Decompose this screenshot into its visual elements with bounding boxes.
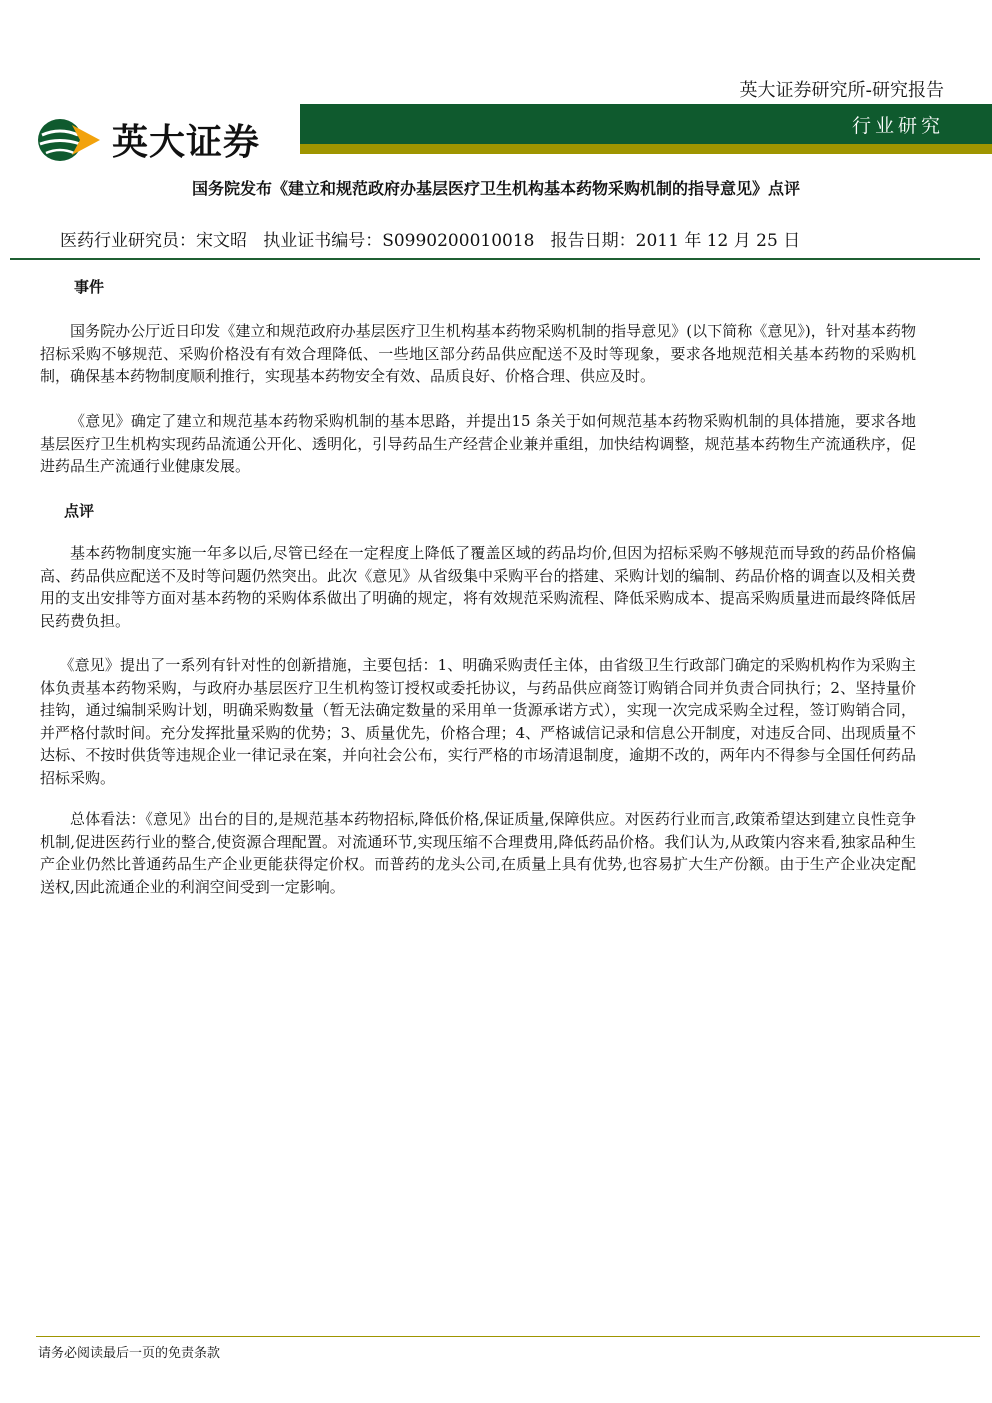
event-paragraph-2: 《意见》确定了建立和规范基本药物采购机制的基本思路，并提出15 条关于如何规范基本药物采购机制的具体措施，要求各地基层医疗卫生机构实现药品流通公开化、透明化，引导药品生产经营企业兼并重组，加快结构调整，规范基本药物生产流通秩序，促进药品生产流通行业健康发展。 xyxy=(40,412,916,475)
header-divider xyxy=(10,258,980,260)
logo-text: 英大证券 xyxy=(112,122,261,163)
globe-arrow-logo-icon xyxy=(36,117,102,163)
review-paragraph-1: 基本药物制度实施一年多以后,尽管已经在一定程度上降低了覆盖区域的药品均价,但因为招标采购不够规范而导致的药品价格偏高、药品供应配送不及时等问题仍然突出。此次《意见》从省级集中采购平台的搭建、采购计划的编制、药品价格的调查以及相关费用的支出安排等方面对基本药物的采购体系做出了明确的规定，将有效规范采购流程、降低采购成本、提高采购质量进而最终降低居民药费负担。 xyxy=(40,544,916,630)
event-heading: 事件 xyxy=(74,278,105,296)
review-heading: 点评 xyxy=(64,502,95,520)
review-paragraph-2: 《意见》提出了一系列有针对性的创新措施，主要包括：1、明确采购责任主体，由省级卫生行政部门确定的采购机构作为采购主体负责基本药物采购，与政府办基层医疗卫生机构签订授权或委托协议，与药品供应商签订购销合同并负责合同执行；2、坚持量价挂钩，通过编制采购计划，明确采购数量（暂无法确定数量的采用单一货源承诺方式），实现一次完成采购全过程，签订购销合同，并严格付款时间。充分发挥批量采购的优势；3、质量优先，价格合理；4、严格诚信记录和信息公开制度，对违反合同、出现质量不达标、不按时供货等违规企业一律记录在案，并向社会公布，实行严格的市场清退制度，逾期不改的，两年内不得参与全国任何药品招标采购。 xyxy=(40,656,916,787)
institute-label: 英大证券研究所-研究报告 xyxy=(739,80,944,101)
review-paragraph-3: 总体看法：《意见》出台的目的,是规范基本药物招标,降低价格,保证质量,保障供应。对医药行业而言,政策希望达到建立良性竞争机制,促进医药行业的整合,使资源合理配置。对流通环节,实现压缩不合理费用,降低药品价格。我们认为,从政策内容来看,独家品种生产企业仍然比普通药品生产企业更能获得定价权。而普药的龙头公司,在质量上具有优势,也容易扩大生产份额。由于生产企业决定配送权,因此流通企业的利润空间受到一定影响。 xyxy=(40,810,916,896)
event-paragraph-1: 国务院办公厅近日印发《建立和规范政府办基层医疗卫生机构基本药物采购机制的指导意见》(以下简称《意见》)，针对基本药物招标采购不够规范、采购价格没有有效合理降低、一些地区部分药品供应配送不及时等现象，要求各地规范相关基本药物的采购机制，确保基本药物制度顺利推行，实现基本药物安全有效、品质良好、价格合理、供应及时。 xyxy=(40,322,916,385)
section-label: 行业研究 xyxy=(851,115,944,137)
footer-divider xyxy=(36,1336,980,1337)
banner-accent-band xyxy=(300,144,992,154)
section-banner xyxy=(300,104,992,144)
company-logo xyxy=(36,114,260,165)
footer-disclaimer: 请务必阅读最后一页的免责条款 xyxy=(38,1346,221,1361)
report-title: 国务院发布《建立和规范政府办基层医疗卫生机构基本药物采购机制的指导意见》点评 xyxy=(191,179,800,198)
report-meta: 医药行业研究员：宋文昭 执业证书编号：S0990200010018 报告日期：2011 年 12 月 25 日 xyxy=(60,231,801,251)
